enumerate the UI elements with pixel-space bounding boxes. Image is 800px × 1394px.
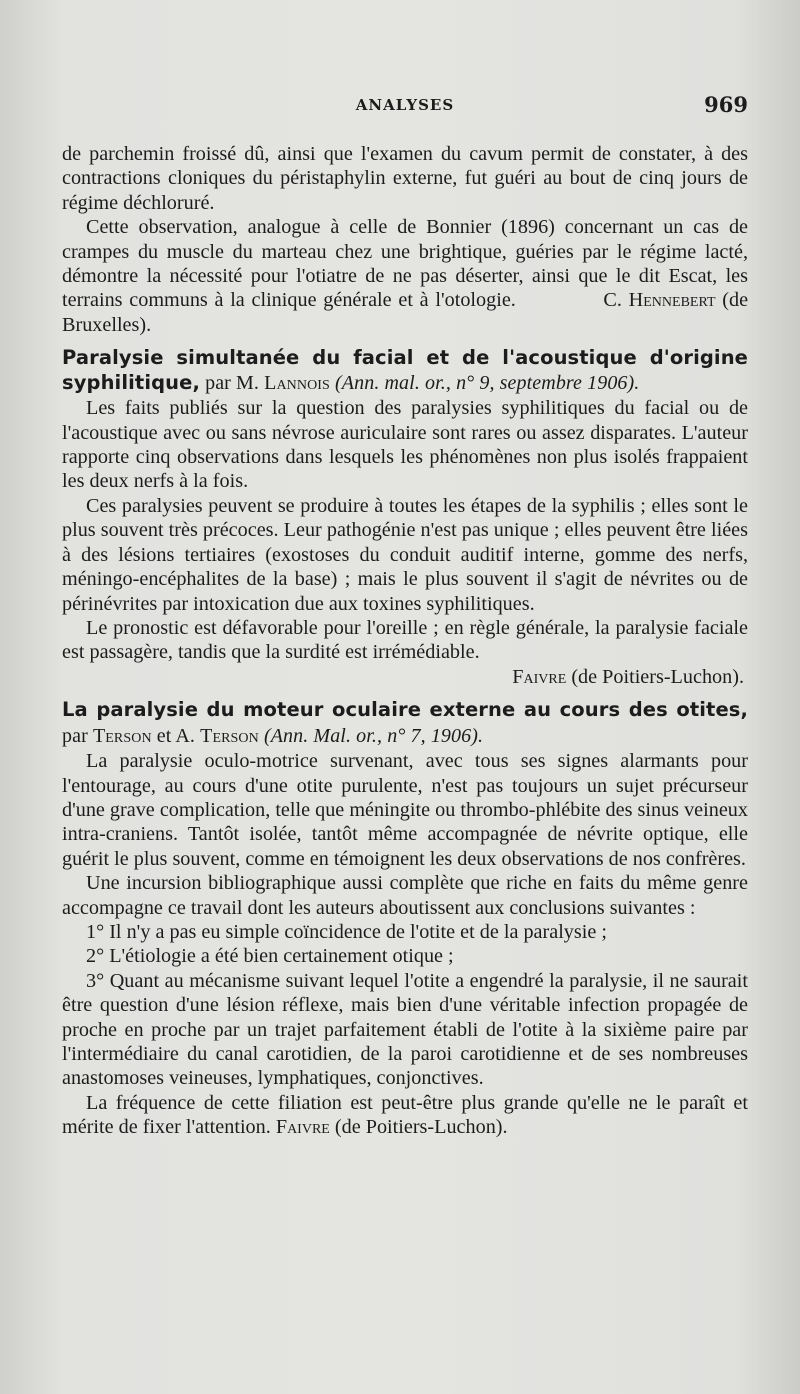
paragraph (62, 1091, 748, 1140)
section-title: ANALYSES (355, 96, 455, 114)
paragraph: de parchemin froissé dû, ainsi que l'examen du cavum permit de constater, à des contractions cloniques du péristaphylin externe, fut guéri au bout de cinq jours de régime déchloruré. (62, 143, 748, 214)
author-name: Terson (200, 725, 259, 748)
signature-place: (de Bruxelles). (62, 289, 749, 336)
signature (276, 1116, 508, 1138)
signature-name: C. Hennebert (603, 289, 716, 312)
signature-name: Faivre (275, 1116, 330, 1139)
article-heading (62, 697, 748, 749)
article-byline: par M. Lannois (Ann. mal. or., n° 9, septembre 1906). (200, 372, 640, 395)
page-number: 969 (704, 92, 748, 117)
signature-name: Faivre (512, 665, 567, 688)
conclusion-item: 2° L'étiologie a été bien certainement otique ; (86, 945, 454, 968)
author-name: Terson (92, 725, 152, 748)
article-heading (62, 345, 748, 396)
paragraph-text: Cette observation, analogue à celle de Bonnier (1896) concernant un cas de crampes du muscle du marteau chez une brightique, guéries par le régime lacté, démontre la nécessité pour l'otiatre de ne pas déserter, ainsi que le dit Escat, les terrains communs à la clinique générale et à l'otologie. (62, 216, 748, 312)
article-byline: par Terson et A. Terson (Ann. Mal. or., n° 7, 1906). (62, 725, 484, 748)
signature-place: (de Poitiers-Luchon). (329, 1116, 508, 1139)
conclusion-item: 3° Quant au mécanisme suivant lequel l'otite a engendré la paralysie, il ne saurait être question d'une lésion réflexe, mais bien d'une véritable infection propagée de proche en proche par un trajet parfaitement établi de l'otite à la sixième paire par l'intermédiaire du canal carotidien, de la paroi carotidienne et de ses nombreuses anastomoses veineuses, lymphatiques, conjonctives. (62, 969, 748, 1090)
running-header (62, 92, 748, 122)
paragraph: Ces paralysies peuvent se produire à toutes les étapes de la syphilis ; elles sont le plus souvent très précoces. Leur pathogénie n'est pas unique ; elles peuvent être liées à des lésions tertiaires (exostoses du conduit auditif interne, gomme des nerfs, méningo-encéphalites de la base) ; mais le plus souvent il s'agit de névrites ou de périnévrites par intoxication due aux toxines syphilitiques. (62, 494, 748, 615)
paragraph: La paralysie oculo-motrice survenant, avec tous ses signes alarmants pour l'entourage, au cours d'une otite purulente, n'est pas toujours un sujet précurseur d'une grave complication, telle que méningite ou thrombo-phlébite des sinus veineux intra-craniens. Tantôt isolée, tantôt même accompagnée de névrite optique, elle guérit le plus souvent, comme en témoignent les deux observations de nos confrères. (62, 750, 748, 870)
paragraph: Le pronostic est défavorable pour l'oreille ; en règle générale, la paralysie faciale est passagère, tandis que la surdité est irrémédiable. (62, 616, 748, 664)
author-name: Lannois (264, 372, 330, 395)
signature-place: (de Poitiers-Luchon). (566, 665, 744, 688)
conclusion-item: 1° Il n'y a pas eu simple coïncidence de l'otite et de la paralysie ; (86, 920, 607, 943)
paragraph: Une incursion bibliographique aussi complète que riche en faits du même genre accompagne ce travail dont les auteurs aboutissent aux conclusions suivantes : (62, 872, 748, 919)
article-title: Paralysie simultanée du facial et de l'acoustique d'origine syphilitique, (62, 346, 748, 395)
paragraph-text: La fréquence de cette filiation est peut-être plus grande qu'elle ne le paraît et mérite de fixer l'attention. (62, 1091, 748, 1139)
paragraph (62, 215, 748, 337)
signature (62, 665, 748, 689)
article-title: La paralysie du moteur oculaire externe au cours des otites, (62, 698, 748, 722)
paragraph: Les faits publiés sur la question des paralysies syphilitiques du facial ou de l'acoustique avec ou sans névrose auriculaire sont rares ou assez disparates. L'auteur rapporte cinq observations dans lesquels les phénomènes non plus isolés frappaient les deux nerfs à la fois. (62, 397, 748, 493)
article-reference: (Ann. Mal. or., n° 7, 1906). (258, 725, 484, 748)
article-reference: (Ann. mal. or., n° 9, septembre 1906). (329, 372, 640, 395)
page-body (62, 142, 748, 1140)
